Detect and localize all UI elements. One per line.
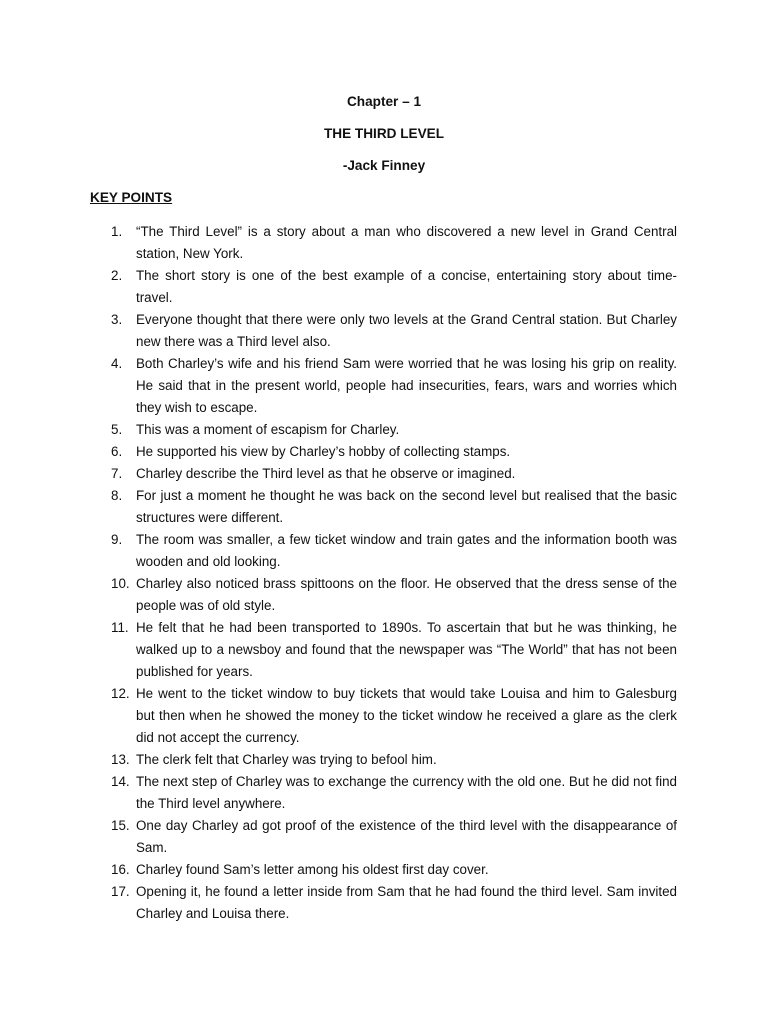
list-item-number: 13. [111,752,130,767]
list-item [0,573,677,617]
section-heading: KEY POINTS [90,190,173,205]
list-item [0,683,677,749]
list-item-number: 7. [111,466,123,481]
list-item-number: 1. [111,224,123,239]
list-item-number: 14. [111,774,130,789]
list-item [0,881,677,925]
list-item-number: 3. [111,312,123,327]
list-item-number: 10. [111,576,130,591]
list-item-text: This was a moment of escapism for Charley. [136,422,400,437]
list-item-number: 5. [111,422,123,437]
list-item [0,441,677,463]
list-item-number: 11. [111,620,129,635]
list-item-text: For just a moment he thought he was back on the second level but realised that the basic structures were different. [136,488,677,525]
list-item-number: 8. [111,488,123,503]
list-item [0,815,677,859]
list-item-number: 6. [111,444,123,459]
list-item [0,265,677,309]
list-item [0,859,677,881]
list-item-text: “The Third Level” is a story about a man who discovered a new level in Grand Central station, New York. [136,224,677,261]
list-item [0,309,677,353]
list-item-number: 4. [111,356,123,371]
list-item-text: Charley also noticed brass spittoons on the floor. He observed that the dress sense of the people was of old style. [136,576,677,613]
list-item [0,749,677,771]
list-item-text: Opening it, he found a letter inside from Sam that he had found the third level. Sam invited Charley and Louisa there. [136,884,677,921]
list-item [0,617,677,683]
list-item-text: The short story is one of the best example of a concise, entertaining story about time-travel. [136,268,677,305]
author-line: -Jack Finney [342,158,426,173]
list-item-text: The clerk felt that Charley was trying to befool him. [136,752,437,767]
list-item-text: He felt that he had been transported to 1890s. To ascertain that but he was thinking, he walked up to a newsboy and found that the newspaper was “The World” that has not been published for years. [136,620,677,679]
list-item [0,529,677,573]
list-item-text: Everyone thought that there were only two levels at the Grand Central station. But Charley new there was a Third level also. [136,312,677,349]
list-item-text: Charley describe the Third level as that he observe or imagined. [136,466,516,481]
list-item-number: 15. [111,818,130,833]
list-item [0,419,677,441]
list-item-number: 16. [111,862,130,877]
list-item-text: The room was smaller, a few ticket window and train gates and the information booth was wooden and old looking. [136,532,677,569]
list-item-text: Charley found Sam’s letter among his oldest first day cover. [136,862,489,877]
list-item-text: Both Charley’s wife and his friend Sam were worried that he was losing his grip on reality. He said that in the present world, people had insecurities, fears, wars and worries which they wish to escape. [136,356,677,415]
key-points-list [0,221,768,925]
list-item [0,463,677,485]
list-item [0,485,677,529]
list-item-number: 2. [111,268,123,283]
list-item [0,353,677,419]
list-item-number: 12. [111,686,130,701]
list-item [0,771,677,815]
list-item-number: 9. [111,532,123,547]
list-item-number: 17. [111,884,130,899]
list-item [0,221,677,265]
page-title: THE THIRD LEVEL [323,126,445,141]
chapter-label: Chapter – 1 [346,94,422,109]
list-item-text: The next step of Charley was to exchange the currency with the old one. But he did not find the Third level anywhere. [136,774,677,811]
list-item-text: He went to the ticket window to buy tickets that would take Louisa and him to Galesburg but then when he showed the money to the ticket window he received a glare as the clerk did not accept the currency. [136,686,677,745]
list-item-text: One day Charley ad got proof of the existence of the third level with the disappearance of Sam. [136,818,677,855]
list-item-text: He supported his view by Charley’s hobby of collecting stamps. [136,444,511,459]
